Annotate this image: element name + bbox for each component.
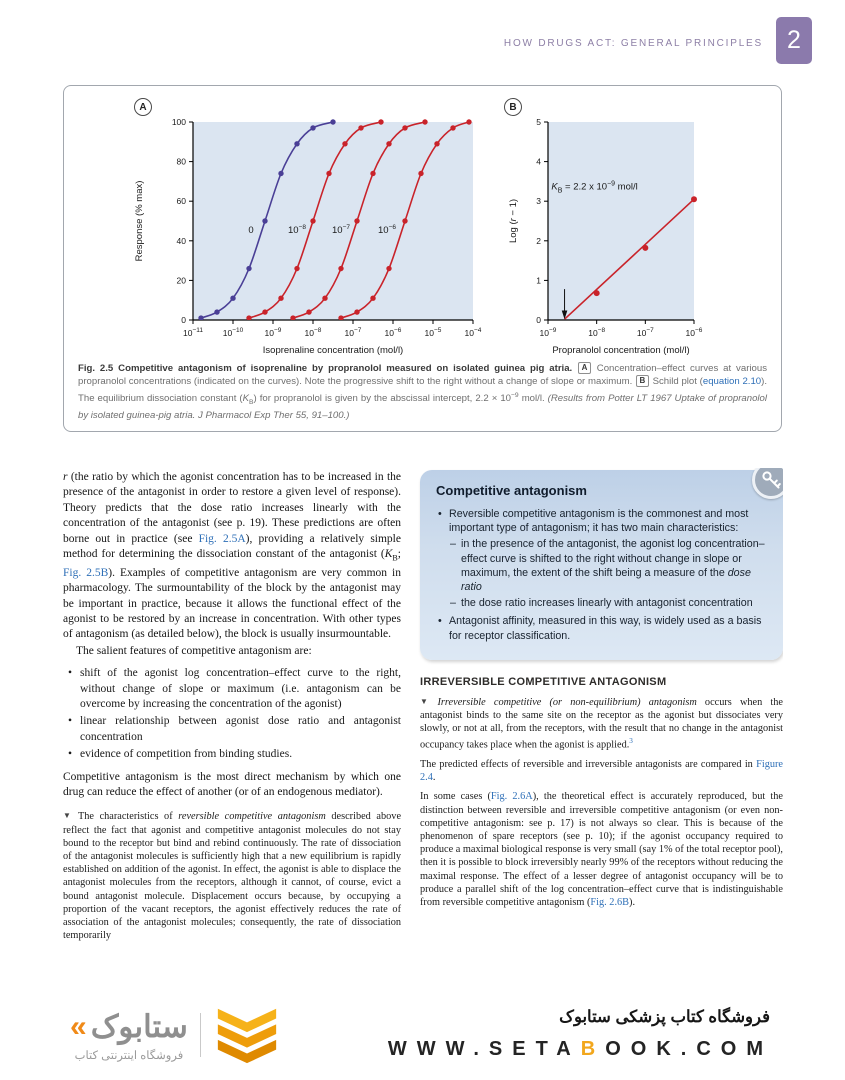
chapter-number-tab [776,17,812,64]
key-points-box [420,470,783,660]
small-print-paragraph [63,809,401,942]
italic-phrase: dose ratio [461,566,751,594]
svg-text:10−6: $10^{-6}$ [378,223,396,236]
footer-tagline: فروشگاه کتاب پزشکی ستابوک [559,1008,770,1026]
svg-text:10−9: $10^{-9}$ [539,327,557,338]
paragraph-predicted-effects [420,758,783,784]
svg-text:10−7: $10^{-7}$ [344,327,362,338]
svg-text:80: 80 [176,156,186,167]
svg-text:40: 40 [176,235,186,246]
book-chevron-icon [213,1006,281,1064]
key-box-bullet-text: Reversible competitive antagonism is the commonest and most important type of antagonism; it has two main characteristics: [449,508,749,535]
url-text: WWW.SETA [387,1038,581,1060]
svg-text:10−7: $10^{-7}$ [332,223,350,236]
paragraph-text: ). Examples of competitive antagonism are very common in pharmacology. The surmountability of the block by the antagonist may be important in practice, because it allows the functional effect of the agonist to be restored by an increase in concentration. With other types of antagonism (as detailed below), the block is usually insurmountable. [63,566,401,641]
left-column [63,470,401,942]
caption-text-b2: ). The equilibrium dissociation constant ( [78,376,767,404]
svg-text:4: 4 [536,156,541,167]
setabook-logo[interactable] [70,1006,281,1064]
list-item-text: linear relationship between agonist dose ratio and antagonist concentration [80,715,401,743]
dash-item-text: in the presence of the antagonist, the agonist log concentration–effect curve is shifted to the right without change in slope or maximum, the extent of the shift being a measure of the [461,538,765,579]
svg-text:10−5: $10^{-5}$ [424,327,442,338]
caption-text-b3: ) for propranolol is given by the abscissal intercept, 2.2 × 10 [253,393,511,404]
svg-text:3: 3 [536,196,541,207]
caption-exponent: −9 [511,391,519,399]
panel-b-label: B [504,98,522,116]
paragraph-salient-features: The salient features of competitive antagonism are: [76,644,312,657]
svg-text:10−10: $10^{-10}$ [222,327,244,338]
svg-text:10−4: $10^{-4}$ [464,327,482,338]
running-title: HOW DRUGS ACT: GENERAL PRINCIPLES [503,38,763,49]
caption-tag-b: B [636,375,649,387]
small-print-marker-icon: ▼ [420,696,434,706]
paragraph-text: ), the theoretical effect is accurately reproduced, but the distinction between reversible and irreversible competitive antagonism (or even non-competitive antagonism: see p. 17) is not always so clear. This is because of the phenomenon of spare receptors (see p. 10); if the agonist occupancy required to produce a maximal biological response is very small (say 1% of the total receptor pool), then it is possible to block irreversibly nearly 99% of the receptors without reducing the maximal response. The effect of a lesser degree of antagonist occupancy will be to produce a parallel shift of the log concentration–effect curve that is indistinguishable from reversible competitive antagonism ( [420,791,783,909]
url-accent-letter: B [580,1038,606,1060]
paragraph-text: The characteristics of [77,811,179,823]
caption-kb-subscript: B [249,398,254,406]
svg-text:0: 0 [248,224,254,236]
svg-text:2: 2 [536,235,541,246]
svg-text:Response (% max): Response (% max) [134,180,145,262]
logo-subtitle: فروشگاه اینترنتی کتاب [74,1049,184,1062]
svg-text:60: 60 [176,196,186,207]
caption-text-a: Concentration–effect curves at various propranolol concentrations (indicated on the curves). Note the progressive shift to the right without a change of slope or maximum. [78,363,767,388]
key-box-bullet [436,507,765,610]
svg-text:10−7: $10^{-7}$ [636,327,654,338]
figure-2-4-link[interactable]: Figure 2.4 [420,759,783,784]
caption-text-b4: mol/l. [518,393,545,404]
caption-text-b1: Schild plot ( [652,376,703,388]
list-item [67,714,401,745]
svg-text:Propranolol concentration (mol: Propranolol concentration (mol/l) [552,345,690,356]
key-box-dash-item [450,537,765,594]
svg-text:0: 0 [181,315,186,325]
svg-text:Isoprenaline concentration (mo: Isoprenaline concentration (mol/l) [262,345,404,356]
paragraph-text: ), providing a relatively simple method for determining the dissociation constant of the antagonist ( [63,532,401,561]
kb-subscript: B [392,553,398,563]
fig-2-6b-link[interactable]: Fig. 2.6B [590,897,630,909]
paragraph-spare-receptors [420,790,783,909]
caption-source: (Results from Potter LT 1967 Uptake of propranolol by isolated guinea-pig atria. J Pharmacol Exp Ther 55, 91–100.) [78,393,768,422]
svg-text:KB = 2.2 x 10−9 mol/l: $K_B = 2.2$ x $10^{-9}$ mol/l [551,180,638,195]
fig-2-5a-link[interactable]: Fig. 2.5A [198,532,246,545]
svg-text:10−8: $10^{-8}$ [304,327,322,338]
svg-text:10−6: $10^{-6}$ [384,327,402,338]
caption-kb-symbol: K [242,393,250,404]
svg-text:0: 0 [536,315,541,325]
footer [0,1000,845,1080]
logo-name: ستابوک [90,1008,188,1044]
italic-r: r [63,471,68,483]
equation-2-10-link[interactable]: equation 2.10 [702,376,762,388]
svg-text:Log (r − 1): Log (r − 1) [508,198,519,244]
list-item-text: shift of the agonist log concentration–effect curve to the right, without change of slope or maximum (i.e. antagonism can be overcome by increasing the concentration of the agonist) [80,667,401,710]
svg-text:10−6: $10^{-6}$ [685,327,703,338]
key-box-dash-item: – the dose ratio increases linearly with antagonist concentration [450,596,765,610]
figure-2-5 [63,85,782,432]
svg-text:10−9: $10^{-9}$ [264,327,282,338]
paragraph-dose-ratio [63,470,401,643]
svg-text:10−8: $10^{-8}$ [588,327,606,338]
paragraph-text: In some cases ( [420,791,491,803]
paragraph-text: ). [629,897,636,909]
list-item [67,747,401,762]
key-box-bullet: • Antagonist affinity, measured in this way, is widely used as a basis for receptor classification. [436,614,765,642]
svg-text:10−11: $10^{-11}$ [182,327,204,338]
svg-text:5: 5 [536,117,541,127]
svg-text:20: 20 [176,275,186,286]
body-columns [63,468,783,998]
fig-2-6a-link[interactable]: Fig. 2.6A [490,791,533,803]
reference-3-link[interactable]: 3 [629,737,633,746]
section-heading-irreversible: IRREVERSIBLE COMPETITIVE ANTAGONISM [420,675,667,688]
kb-symbol: K [384,548,393,561]
panel-a-label: A [134,98,152,116]
svg-text:100: 100 [171,117,186,127]
list-item [67,666,401,712]
chapter-number: 2 [787,26,801,54]
key-box-title: Competitive antagonism [436,483,587,498]
site-url[interactable] [388,1038,773,1061]
paragraph-text: The predicted effects of reversible and irreversible antagonists are compared in [420,759,757,771]
fig-2-5b-link[interactable]: Fig. 2.5B [63,566,109,579]
caption-title: Competitive antagonism of isoprenaline by propranolol measured on isolated guinea pig atria. [118,363,573,374]
salient-features-list [67,666,401,762]
svg-text:1: 1 [536,275,541,286]
chart-a-svg [86,90,518,368]
small-print-paragraph [420,695,783,752]
url-text: OOK.COM [605,1038,773,1060]
figure-caption [78,362,767,423]
caption-fig-label: Fig. 2.5 [78,363,114,374]
right-column [420,470,783,909]
chart-b-svg [502,90,770,368]
paragraph-text: described above reflect the fact that agonist and competitive antagonist molecules do not stay bound to the receptor but bind and rebind continuously. The rate of dissociation of the antagonist molecules is sufficiently high that a new equilibrium is rapidly established on addition of the agonist. In effect, the agonist is able to displace the antagonist molecules from the receptors, although it cannot, of course, evict a bound antagonist molecule. Displacement occurs because, by occupying a proportion of the vacant receptors, the agonist effectively reduces the rate of association of the antagonist molecules; consequently, the rate of dissociation temporarily [63,811,402,942]
logo-divider [200,1013,201,1057]
svg-text:10−8: $10^{-8}$ [288,223,306,236]
logo-quote-icon: « [70,1009,87,1043]
list-item-text: evidence of competition from binding studies. [80,748,293,761]
italic-lead: Irreversible competitive (or non-equilibrium) antagonism [437,696,697,708]
paragraph-text: . [432,772,436,784]
paragraph-text: (the ratio by which the agonist concentration has to be increased in the presence of the antagonist in order to restore a given level of response). Theory predicts that the dose ratio increases linearly with the concentration of the antagonist (see p. 19). These predictions are often borne out in practice (see [63,471,401,545]
paragraph-direct-mechanism: Competitive antagonism is the most direct mechanism by which one drug can reduce the effect of another (or of an endogenous mediator). [63,770,401,799]
italic-phrase: reversible competitive antagonism [178,811,326,823]
logo-text-block [70,1009,188,1062]
paragraph-text: occurs when the antagonist binds to the same site on the receptor as the agonist but dissociates very slowly, or not at all, from the receptors, with the result that no change in the antagonist occupancy takes place when the agonist is applied. [420,696,783,751]
small-print-marker-icon: ▼ [63,811,74,821]
caption-tag-a: A [578,362,591,374]
paragraph-text: ; [397,548,401,561]
